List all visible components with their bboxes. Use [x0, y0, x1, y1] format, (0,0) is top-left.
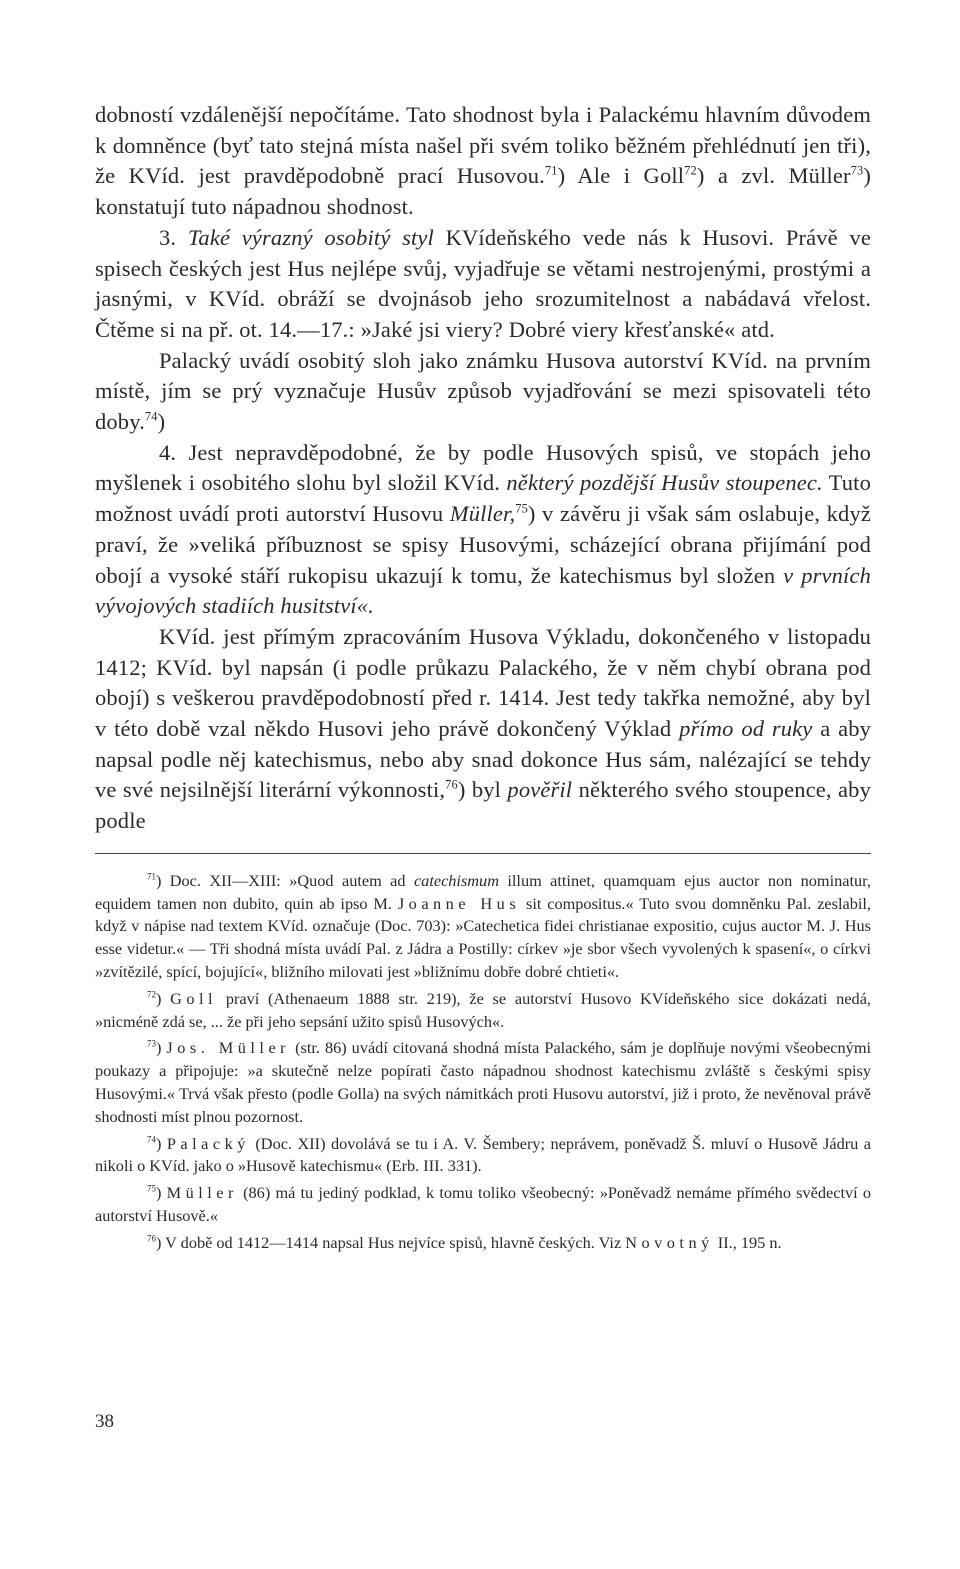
text-run: II., 195 n. [713, 1232, 782, 1252]
footnote-ref: 74 [147, 1134, 156, 1145]
spaced-name: Goll [170, 988, 218, 1008]
text-run: ) [155, 988, 171, 1008]
text-run: Palacký uvádí osobitý sloh jako známku Husova autorství KVíd. na prvním místě, jím se prý vyznačuje Husův způsob vyjadřování se mezi spisovateli této doby. [95, 347, 871, 435]
text-run: ) a zvl. Müller [696, 163, 851, 189]
text-run: dobností vzdálenější nepočítáme. Tato shodnost byla i Palackému hlavním důvodem k domněnce (byť tato stejná místa našel při svém toliko běžném přehlédnutí jen tři), že KVíd. jest pravděpodobně prací Husovou. [95, 102, 871, 189]
text-run: ) v závěru ji však sám oslabuje, když praví, že »veliká příbuznost se spisy Husovými, scházející obrana přijímání pod obojí a vysoké stáří rukopisu ukazují k tomu, že katechismus byl složen [95, 501, 871, 588]
footnote-ref: 75 [515, 501, 528, 516]
text-run: některého svého stoupence, aby podle [95, 777, 871, 834]
page-number: 38 [95, 1411, 114, 1432]
footnote [95, 1037, 871, 1128]
text-run: praví (Athenaeum 1888 str. 219), že se autorství Husovo KVídeňského sice dokázati nedá, »nicméně zdá se, ... že při jeho sepsání užito spisů Husových«. [95, 988, 871, 1031]
text-run: ) byl [457, 777, 508, 803]
italic-text: Müller, [449, 501, 516, 527]
paragraph [95, 100, 871, 223]
footnote [95, 988, 871, 1034]
footnote-ref: 75 [147, 1183, 156, 1194]
spaced-name: Joanne Hus [397, 893, 521, 913]
italic-text: pověřil [507, 777, 573, 803]
text-run: illum attinet, quamquam ejus auctor non nominatur, equidem tamen non dubito, quin ab ipso M. [95, 870, 871, 913]
text-run: ) Doc. XII—XIII: »Quod autem ad [155, 870, 414, 890]
footnote [95, 1232, 871, 1255]
italic-text: catechismum [413, 870, 499, 890]
paragraph [95, 622, 871, 837]
text-run: ) konstatují tuto nápadnou shodnost. [95, 163, 871, 220]
text-run: ) V době od 1412—1414 napsal Hus nejvíce spisů, hlavně českých. Viz [155, 1232, 626, 1252]
footnote-ref: 73 [147, 1039, 156, 1050]
text-run: 4. Jest nepravděpodobné, že by podle Husových spisů, ve stopách jeho myšlenek i osobitého slohu byl složil KVíd. [95, 439, 871, 496]
text-run: KVídeňského vede nás k Husovi. Právě ve spisech českých jest Hus nejlépe svůj, vyjadřuje se větami nestrojenými, prostými a jasnými, v KVíd. obráží se dvojnásob jeho srozumitelnost a nabádavá vřelost. Čtěme si na př. ot. 14.—17.: »Jaké jsi viery? Dobré viery křesťanské« atd. [95, 224, 871, 342]
paragraph [95, 223, 871, 346]
page [95, 100, 871, 1259]
footnote-ref: 74 [144, 409, 158, 424]
italic-text: v prvních vývojových stadiích husitství«. [95, 562, 871, 619]
footnote-ref: 72 [684, 163, 697, 178]
footnote-ref: 76 [147, 1233, 156, 1244]
text-run: ) [155, 1133, 167, 1153]
footnote-ref: 72 [147, 989, 156, 1000]
text-run: (str. 86) uvádí citovaná shodná místa Palackého, sám je doplňuje novými všeobecnými poukazy a připojuje: »a skutečně nelze popírati často nápadnou shodnost katechismu zvláště s českými spisy Husovými.« Trvá však přesto (podle Golla) na svých námitkách proti Husovu autorství, již i proto, že nevěnoval právě shodnosti míst plnou pozornost. [95, 1038, 872, 1126]
paragraph [95, 438, 871, 622]
text-run: KVíd. jest přímým zpracováním Husova Výkladu, dokončeného v listopadu 1412; KVíd. byl napsán (i podle průkazu Palackého, že v něm chybí obrana pod obojí) s veškerou pravděpodobností před r. 1414. Jest tedy takřka nemožné, aby byl v této době vzal někdo Husovi jeho právě dokončený Výklad [95, 623, 871, 742]
text-run: ) [155, 1038, 167, 1058]
text-run: ) Ale i Goll [557, 163, 685, 189]
spaced-name: Müller [166, 1183, 238, 1203]
text-run: a aby napsal podle něj katechismus, nebo aby snad dokonce Hus sám, nalézající se tehdy ve své nejsilnější literární výkonnosti, [95, 716, 872, 803]
text-run: sit compositus.« Tuto svou domněnku Pal. zeslabil, když v nápise nad textem KVíd. označuje (Doc. 703): »Catechetica fidei christianae expositio, cujus auctor M. J. Hus esse videtur.« — Tři shodná místa uvádí Pal. z Jádra a Postilly: církev »je sbor všech vyvolených k spasení«, o církvi »zvítězilé, spící, bojující«, bližního milovati jest »bližnímu dobře dobré chtieti«. [95, 893, 871, 982]
italic-text: některý pozdější Husův stoupenec. [506, 470, 823, 496]
text-run: Tuto možnost uvádí proti autorství Husovu [95, 470, 871, 527]
footnote-ref: 73 [850, 163, 864, 178]
text-run: ) [155, 1183, 167, 1203]
footnotes [95, 870, 871, 1255]
footnote [95, 870, 871, 984]
paragraph [95, 346, 871, 438]
spaced-name: Palacký [166, 1133, 250, 1153]
footnote-ref: 71 [147, 871, 156, 882]
text-run: (86) má tu jediný podklad, k tomu toliko všeobecný: »Poněvadž nemáme přímého svědectví o autorství Husově.« [95, 1183, 871, 1226]
spaced-name: Jos. Müller [166, 1038, 291, 1058]
footnote-ref: 76 [445, 777, 458, 792]
text-run: ) [157, 409, 166, 435]
footnote-ref: 71 [544, 163, 558, 178]
text-run: (Doc. XII) dovolává se tu i A. V. Šembery; neprávem, poněvadž Š. mluví o Husově Jádru a nikoli o KVíd. jako o »Husově katechismu« (Erb. III. 331). [95, 1133, 871, 1176]
spaced-name: Novotný [625, 1232, 714, 1252]
footnote [95, 1182, 871, 1228]
italic-text: Také výrazný osobitý styl [187, 224, 434, 250]
main-text [95, 100, 871, 837]
footnote [95, 1133, 871, 1179]
text-run: 3. [159, 224, 188, 250]
footnote-separator [95, 853, 871, 854]
italic-text: přímo od ruky [679, 716, 813, 742]
